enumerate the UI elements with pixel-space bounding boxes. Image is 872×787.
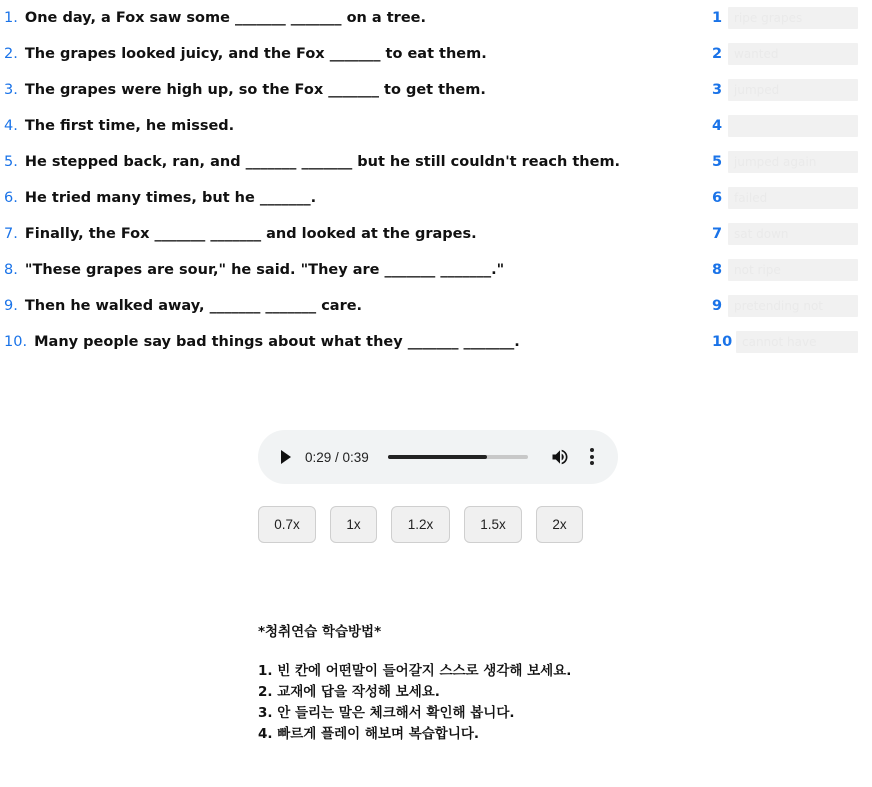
sentence-number: 8. [4, 262, 18, 278]
study-method-step: 1. 빈 칸에 어떤말이 들어갈지 스스로 생각해 보세요. [258, 663, 572, 679]
study-method-step: 3. 안 들리는 말은 체크해서 확인해 봅니다. [258, 705, 515, 721]
sentence-number: 5. [4, 154, 18, 170]
sentence-number: 6. [4, 190, 18, 206]
answer-row [712, 216, 862, 252]
answer-number: 8 [712, 262, 723, 278]
sentence-item [4, 252, 704, 288]
sentence-number: 4. [4, 118, 18, 134]
answer-number: 10 [712, 334, 733, 350]
sentence-text: He tried many times, but he _______. [24, 190, 317, 206]
speed-button-1-2x[interactable]: 1.2x [391, 506, 450, 543]
sentence-text: The first time, he missed. [24, 118, 235, 134]
answer-row [712, 144, 862, 180]
answer-field[interactable] [728, 115, 858, 137]
progress-slider[interactable] [388, 455, 528, 459]
speed-button-1-5x[interactable]: 1.5x [464, 506, 522, 543]
sentence-number: 10. [4, 334, 28, 350]
sentence-number: 9. [4, 298, 18, 314]
answer-field[interactable]: ripe grapes [728, 7, 858, 29]
play-icon [281, 450, 291, 464]
more-options-icon[interactable] [586, 448, 598, 466]
sentence-text: He stepped back, ran, and _______ _______ but he still couldn't reach them. [24, 154, 621, 170]
sentence-item [4, 0, 704, 36]
answer-row [712, 36, 862, 72]
answer-number: 1 [712, 10, 723, 26]
sentence-text: Then he walked away, _______ _______ care. [24, 298, 363, 314]
speed-button-1x[interactable]: 1x [330, 506, 377, 543]
sentence-number: 3. [4, 82, 18, 98]
answer-list [712, 0, 862, 360]
study-method-step: 2. 교재에 답을 작성해 보세요. [258, 684, 440, 700]
audio-player [258, 430, 618, 484]
sentence-item [4, 72, 704, 108]
answer-field[interactable]: not ripe [728, 259, 858, 281]
speed-button-2x[interactable]: 2x [536, 506, 583, 543]
answer-row [712, 324, 862, 360]
sentence-text: The grapes looked juicy, and the Fox _______ to eat them. [24, 46, 487, 62]
answer-field[interactable]: pretending not [728, 295, 858, 317]
sentence-item [4, 288, 704, 324]
answer-number: 6 [712, 190, 723, 206]
sentence-text: One day, a Fox saw some _______ _______ on a tree. [24, 10, 427, 26]
answer-number: 4 [712, 118, 723, 134]
answer-row [712, 252, 862, 288]
sentence-item [4, 324, 704, 360]
sentence-item [4, 216, 704, 252]
time-readout: 0:29 / 0:39 [305, 449, 369, 465]
answer-row [712, 108, 862, 144]
answer-row [712, 72, 862, 108]
sentence-item [4, 180, 704, 216]
sentence-number: 2. [4, 46, 18, 62]
answer-field[interactable]: cannot have [736, 331, 858, 353]
answer-row [712, 180, 862, 216]
answer-field[interactable]: jumped again [728, 151, 858, 173]
answer-field[interactable]: failed [728, 187, 858, 209]
answer-number: 3 [712, 82, 723, 98]
study-method-step: 4. 빠르게 플레이 해보며 복습합니다. [258, 726, 480, 742]
answer-field[interactable]: wanted [728, 43, 858, 65]
answer-number: 7 [712, 226, 723, 242]
sentence-item [4, 36, 704, 72]
sentence-item [4, 144, 704, 180]
study-method-title: *청취연습 학습방법* [258, 624, 382, 640]
sentence-text: The grapes were high up, so the Fox _______ to get them. [24, 82, 486, 98]
speed-button-0-7x[interactable]: 0.7x [258, 506, 316, 543]
answer-number: 2 [712, 46, 723, 62]
sentence-text: Finally, the Fox _______ _______ and looked at the grapes. [24, 226, 477, 242]
answer-row [712, 288, 862, 324]
answer-number: 9 [712, 298, 723, 314]
study-method [258, 620, 571, 745]
answer-number: 5 [712, 154, 723, 170]
volume-icon[interactable] [550, 447, 570, 467]
sentence-text: "These grapes are sour," he said. "They are _______ _______." [24, 262, 505, 278]
sentence-text: Many people say bad things about what they _______ _______. [34, 334, 520, 350]
sentence-number: 7. [4, 226, 18, 242]
sentence-item [4, 108, 704, 144]
sentence-list [4, 0, 704, 360]
progress-fill [388, 455, 487, 459]
answer-field[interactable]: jumped [728, 79, 858, 101]
answer-field[interactable]: sat down [728, 223, 858, 245]
answer-row [712, 0, 862, 36]
sentence-number: 1. [4, 10, 18, 26]
play-button[interactable] [268, 441, 300, 473]
